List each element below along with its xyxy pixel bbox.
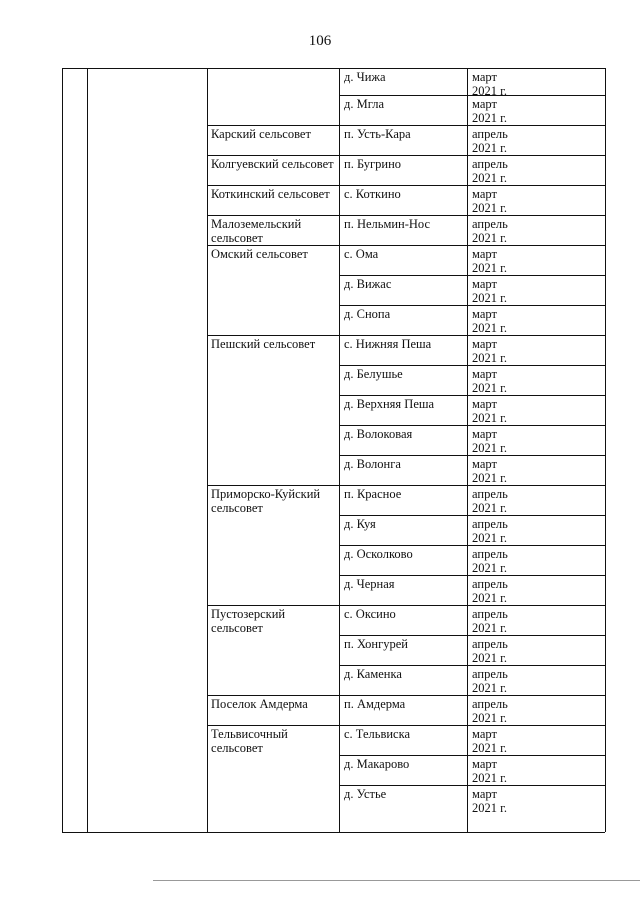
settlement-name: п. Красное: [344, 487, 402, 501]
schedule-month: март: [472, 247, 497, 261]
council-name: Малоземельский сельсовет: [211, 217, 302, 245]
schedule-month: апрель: [472, 577, 508, 591]
schedule-year: 2021 г.: [472, 291, 507, 305]
schedule-month: март: [472, 70, 497, 84]
settlement-name: д. Верхняя Пеша: [344, 397, 435, 411]
council-name: Омский сельсовет: [211, 247, 308, 261]
table-column-border: [87, 68, 88, 832]
council-group-border: [207, 125, 339, 126]
schedule-year: 2021 г.: [472, 591, 507, 605]
table-row-border: [339, 515, 605, 516]
schedule-year: 2021 г.: [472, 321, 507, 335]
schedule-month: апрель: [472, 697, 508, 711]
council-group-border: [207, 485, 339, 486]
council-group-border: [207, 245, 339, 246]
table-row-border: [339, 365, 605, 366]
settlement-name: д. Мгла: [344, 97, 385, 111]
table-row-border: [339, 605, 605, 606]
council-group-border: [207, 695, 339, 696]
council-name: Поселок Амдерма: [211, 697, 308, 711]
schedule-month: март: [472, 427, 497, 441]
settlement-name: п. Хонгурей: [344, 637, 408, 651]
schedule-year: 2021 г.: [472, 741, 507, 755]
council-name: Коткинский сельсовет: [211, 187, 330, 201]
settlement-name: д. Устье: [344, 787, 387, 801]
schedule-year: 2021 г.: [472, 201, 507, 215]
settlement-name: д. Осколково: [344, 547, 413, 561]
table-row-border: [339, 395, 605, 396]
settlement-name: д. Черная: [344, 577, 395, 591]
council-name: Приморско-Куйский сельсовет: [211, 487, 321, 515]
page-number: 106: [308, 33, 332, 49]
council-group-border: [207, 215, 339, 216]
table-row-border: [339, 305, 605, 306]
schedule-month: март: [472, 337, 497, 351]
settlement-name: д. Снопа: [344, 307, 391, 321]
schedule-year: 2021 г.: [472, 111, 507, 125]
schedule-month: апрель: [472, 637, 508, 651]
council-name: Карский сельсовет: [211, 127, 311, 141]
schedule-month: март: [472, 727, 497, 741]
table-row-border: [339, 125, 605, 126]
schedule-year: 2021 г.: [472, 84, 507, 98]
schedule-year: 2021 г.: [472, 261, 507, 275]
settlement-name: п. Нельмин-Нос: [344, 217, 431, 231]
schedule-year: 2021 г.: [472, 411, 507, 425]
settlement-name: с. Коткино: [344, 187, 401, 201]
council-name: Пустозерский сельсовет: [211, 607, 286, 635]
schedule-year: 2021 г.: [472, 651, 507, 665]
table-bottom-border: [62, 832, 605, 833]
council-group-border: [207, 725, 339, 726]
schedule-year: 2021 г.: [472, 441, 507, 455]
table-column-border: [605, 68, 606, 832]
settlement-name: с. Нижняя Пеша: [344, 337, 432, 351]
table-row-border: [339, 155, 605, 156]
schedule-month: апрель: [472, 127, 508, 141]
schedule-month: апрель: [472, 547, 508, 561]
schedule-month: апрель: [472, 607, 508, 621]
table-row-border: [339, 215, 605, 216]
schedule-year: 2021 г.: [472, 141, 507, 155]
schedule-month: март: [472, 307, 497, 321]
table-row-border: [339, 335, 605, 336]
schedule-month: апрель: [472, 667, 508, 681]
table-row-border: [339, 635, 605, 636]
settlement-name: д. Вижас: [344, 277, 392, 291]
table-row-border: [339, 275, 605, 276]
council-name: Тельвисочный сельсовет: [211, 727, 288, 755]
settlement-name: п. Амдерма: [344, 697, 406, 711]
schedule-year: 2021 г.: [472, 621, 507, 635]
settlement-name: д. Волоковая: [344, 427, 413, 441]
council-group-border: [207, 185, 339, 186]
settlement-name: с. Ома: [344, 247, 379, 261]
settlement-name: д. Каменка: [344, 667, 402, 681]
table-row-border: [339, 245, 605, 246]
schedule-year: 2021 г.: [472, 351, 507, 365]
table-row-border: [339, 785, 605, 786]
schedule-month: апрель: [472, 157, 508, 171]
schedule-year: 2021 г.: [472, 231, 507, 245]
settlement-name: п. Бугрино: [344, 157, 402, 171]
schedule-year: 2021 г.: [472, 501, 507, 515]
schedule-month: март: [472, 367, 497, 381]
schedule-month: апрель: [472, 217, 508, 231]
council-name: Колгуевский сельсовет: [211, 157, 334, 171]
settlement-name: с. Тельвиска: [344, 727, 411, 741]
table-column-border: [467, 68, 468, 832]
schedule-month: март: [472, 757, 497, 771]
schedule-year: 2021 г.: [472, 531, 507, 545]
settlement-name: д. Волонга: [344, 457, 401, 471]
table-top-border: [62, 68, 605, 69]
schedule-year: 2021 г.: [472, 681, 507, 695]
schedule-month: апрель: [472, 517, 508, 531]
schedule-year: 2021 г.: [472, 381, 507, 395]
schedule-month: март: [472, 397, 497, 411]
settlement-name: п. Усть-Кара: [344, 127, 411, 141]
schedule-year: 2021 г.: [472, 801, 507, 815]
table-row-border: [339, 545, 605, 546]
settlement-name: с. Оксино: [344, 607, 396, 621]
page-bottom-divider: [153, 880, 640, 881]
table-row-border: [339, 725, 605, 726]
schedule-month: март: [472, 457, 497, 471]
schedule-year: 2021 г.: [472, 171, 507, 185]
table-column-border: [207, 68, 208, 832]
settlement-name: д. Макарово: [344, 757, 410, 771]
settlement-name: д. Чижа: [344, 70, 386, 84]
settlement-name: д. Куя: [344, 517, 376, 531]
settlement-name: д. Белушье: [344, 367, 403, 381]
council-name: Пешский сельсовет: [211, 337, 316, 351]
table-row-border: [339, 485, 605, 486]
schedule-month: март: [472, 787, 497, 801]
schedule-year: 2021 г.: [472, 561, 507, 575]
schedule-month: март: [472, 97, 497, 111]
schedule-month: март: [472, 277, 497, 291]
council-group-border: [207, 155, 339, 156]
table-row-border: [339, 665, 605, 666]
council-group-border: [207, 335, 339, 336]
table-row-border: [339, 455, 605, 456]
table-row-border: [339, 575, 605, 576]
table-row-border: [339, 695, 605, 696]
schedule-year: 2021 г.: [472, 711, 507, 725]
council-group-border: [207, 605, 339, 606]
table-column-border: [339, 68, 340, 832]
schedule-year: 2021 г.: [472, 771, 507, 785]
table-row-border: [339, 185, 605, 186]
table-row-border: [339, 755, 605, 756]
schedule-month: апрель: [472, 487, 508, 501]
schedule-month: март: [472, 187, 497, 201]
schedule-year: 2021 г.: [472, 471, 507, 485]
table-row-border: [339, 425, 605, 426]
table-column-border: [62, 68, 63, 832]
